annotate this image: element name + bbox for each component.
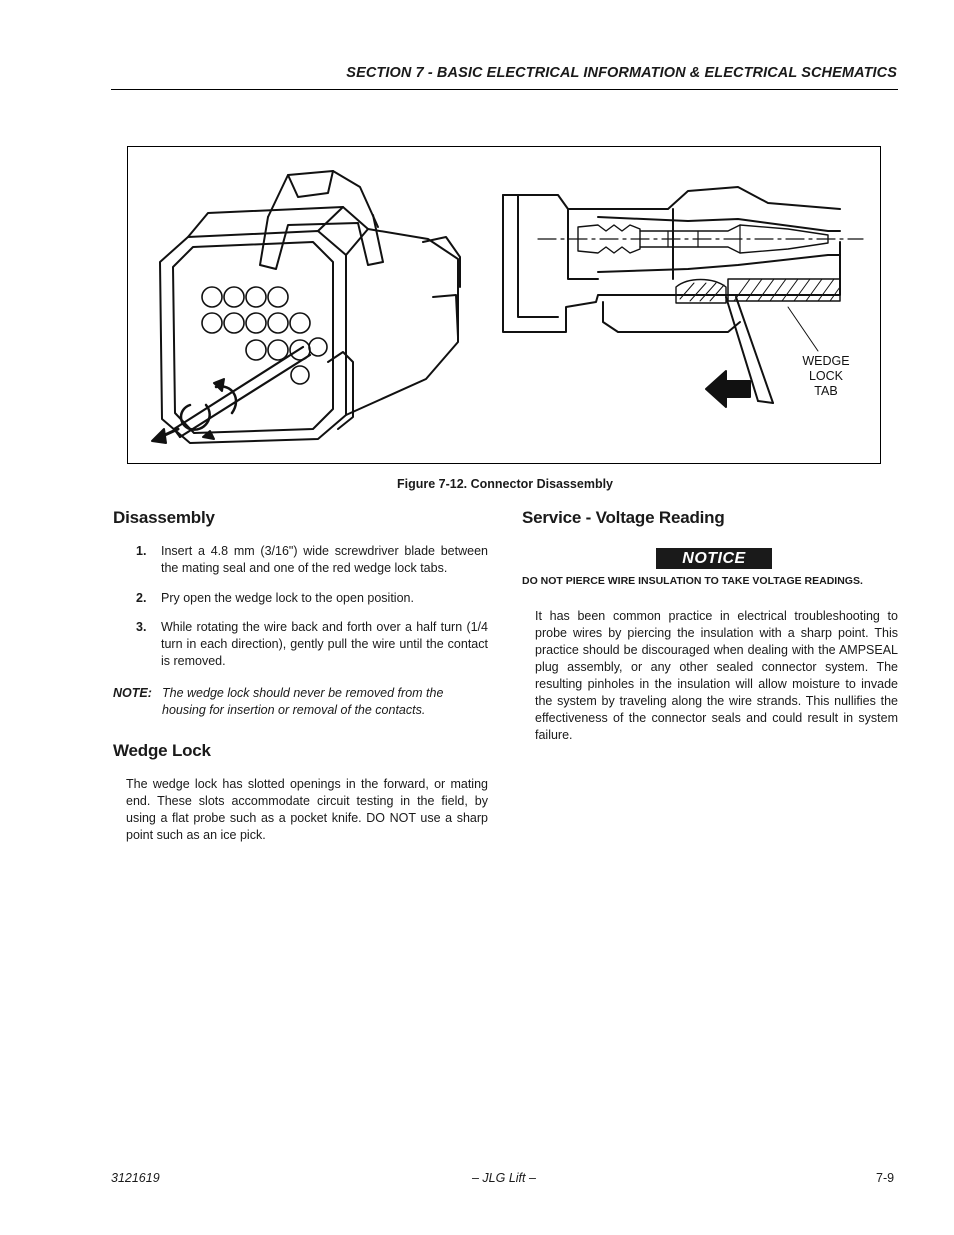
step-number: 2.: [136, 591, 147, 605]
section-title: SECTION 7 - BASIC ELECTRICAL INFORMATION & ELECTRICAL SCHEMATICS: [346, 65, 897, 81]
header-divider: [111, 89, 898, 90]
footer-page-number: 7-9: [876, 1171, 895, 1185]
connector-disassembly-figure: [127, 146, 881, 464]
callout-tab: TAB: [814, 384, 838, 398]
step-text: While rotating the wire back and forth over a half turn (1/4 turn in each direction), gently pull the wire until the contact is removed.: [161, 620, 488, 668]
notice-badge: NOTICE: [656, 548, 772, 569]
voltage-reading-paragraph: It has been common practice in electrical troubleshooting to probe wires by piercing the insulation with a sharp point. This practice should be discouraged when dealing with the AMPSEAL plug assembly, or any other sealed connector system. The resulting pinholes in the insulation will allow moisture to invade the system by traveling along the wire strands. This nullifies the effectiveness of the connector seals and could result in system failure.: [535, 609, 898, 742]
callout-wedge: WEDGE: [802, 354, 850, 368]
footer-publisher: – JLG Lift –: [472, 1171, 536, 1185]
wedge-lock-heading: Wedge Lock: [113, 741, 211, 760]
figure-caption: Figure 7-12. Connector Disassembly: [396, 477, 614, 491]
step-number: 3.: [136, 620, 147, 634]
wedge-lock-paragraph: The wedge lock has slotted openings in the forward, or mating end. These slots accommodate circuit testing in the field, by using a flat probe such as a pocket knife. DO NOT use a sharp point such as an ice pick.: [126, 777, 488, 842]
footer-doc-number: 3121619: [111, 1171, 160, 1185]
callout-lock: LOCK: [808, 369, 844, 383]
step-text: Insert a 4.8 mm (3/16") wide screwdriver blade between the mating seal and one of the red wedge lock tabs.: [161, 544, 488, 575]
step-number: 1.: [136, 544, 147, 558]
notice-text: DO NOT PIERCE WIRE INSULATION TO TAKE VOLTAGE READINGS.: [522, 575, 863, 587]
note-text: The wedge lock should never be removed from the housing for insertion or removal of the contacts.: [162, 686, 444, 717]
voltage-reading-heading: Service - Voltage Reading: [522, 508, 725, 527]
step-text: Pry open the wedge lock to the open position.: [161, 591, 414, 605]
disassembly-heading: Disassembly: [113, 508, 215, 527]
connector-illustration: [128, 147, 879, 462]
note-label: NOTE:: [113, 686, 152, 700]
